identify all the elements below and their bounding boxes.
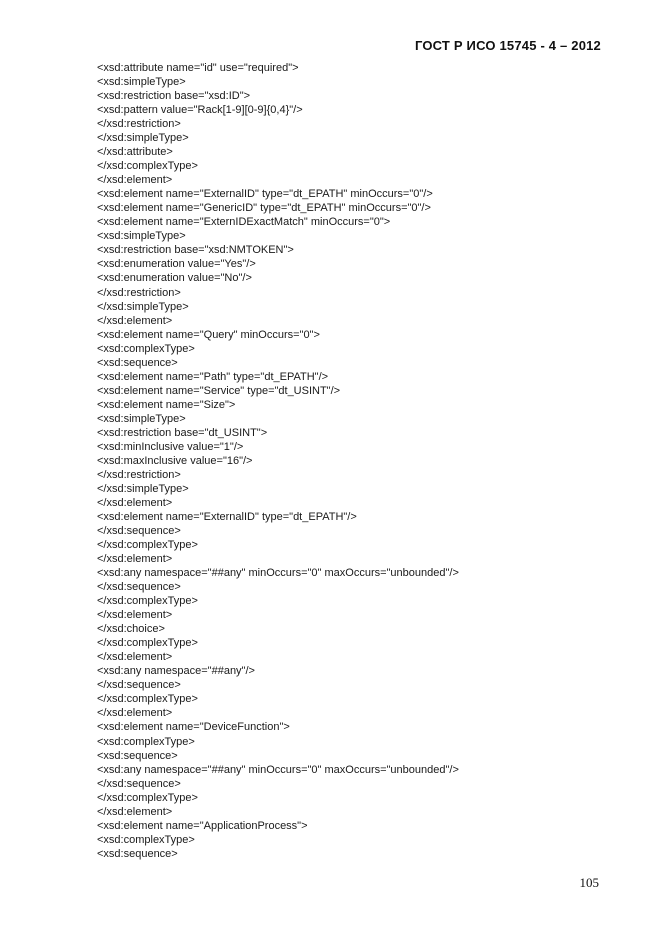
code-line: <xsd:simpleType> <box>97 230 186 243</box>
code-line: <xsd:element name="ExternalID" type="dt_EPATH" minOccurs="0"/> <box>97 188 433 201</box>
code-line: <xsd:simpleType> <box>97 76 186 89</box>
code-line: <xsd:element name="Size"> <box>97 398 236 411</box>
code-line: <xsd:sequence> <box>97 749 178 762</box>
code-line: <xsd:pattern value="Rack[1-9][0-9]{0,4}"/> <box>97 104 303 117</box>
page-number: 105 <box>579 875 599 890</box>
code-line: <xsd:element name="ExternalID" type="dt_EPATH"/> <box>97 511 357 523</box>
code-line: <xsd:element name="DeviceFunction"> <box>97 721 290 734</box>
code-line: </xsd:complexType> <box>97 693 198 706</box>
code-line: </xsd:restriction> <box>97 118 181 131</box>
code-line: </xsd:complexType> <box>97 160 198 173</box>
code-line: <xsd:sequence> <box>97 847 178 860</box>
code-line: <xsd:element name="ExternIDExactMatch" minOccurs="0"> <box>97 216 391 229</box>
code-line: </xsd:sequence> <box>97 525 181 538</box>
code-line: <xsd:restriction base="xsd:NMTOKEN"> <box>97 244 294 257</box>
code-line: <xsd:element name="Query" minOccurs="0"> <box>97 328 320 341</box>
code-line: </xsd:simpleType> <box>97 132 189 145</box>
code-line: </xsd:simpleType> <box>97 482 189 495</box>
code-line: </xsd:element> <box>97 651 173 664</box>
code-line: <xsd:complexType> <box>97 833 195 846</box>
code-line: <xsd:element name="Path" type="dt_EPATH"/> <box>97 370 329 383</box>
code-line: </xsd:complexType> <box>97 791 198 804</box>
code-line: </xsd:sequence> <box>97 581 181 594</box>
code-line: </xsd:restriction> <box>97 468 181 481</box>
code-line: <xsd:sequence> <box>97 356 178 369</box>
code-line: <xsd:any namespace="##any"/> <box>97 665 255 678</box>
code-line: <xsd:maxInclusive value="16"/> <box>97 454 253 467</box>
code-line: </xsd:sequence> <box>97 777 181 790</box>
code-line: </xsd:element> <box>97 174 173 187</box>
code-line: <xsd:restriction base="xsd:ID"> <box>97 90 251 103</box>
code-line: <xsd:element name="Service" type="dt_USINT"/> <box>97 384 341 397</box>
code-line: <xsd:element name="ApplicationProcess"> <box>97 819 308 832</box>
code-line: <xsd:enumeration value="Yes"/> <box>97 258 256 271</box>
code-line: <xsd:simpleType> <box>97 412 186 425</box>
code-line: <xsd:complexType> <box>97 342 195 355</box>
code-line: </xsd:attribute> <box>97 146 173 159</box>
code-line: <xsd:any namespace="##any" minOccurs="0" maxOccurs="unbounded"/> <box>97 763 459 776</box>
document-standard-header: ГОСТ Р ИСО 15745 - 4 – 2012 <box>414 38 601 53</box>
code-line: <xsd:restriction base="dt_USINT"> <box>97 426 268 439</box>
code-line: <xsd:enumeration value="No"/> <box>97 272 252 285</box>
code-line: </xsd:sequence> <box>97 679 181 692</box>
code-line: </xsd:restriction> <box>97 286 181 299</box>
code-line: </xsd:complexType> <box>97 637 198 650</box>
code-line: <xsd:complexType> <box>97 735 195 748</box>
code-line: <xsd:element name="GenericID" type="dt_EPATH" minOccurs="0"/> <box>97 202 431 215</box>
code-line: <xsd:any namespace="##any" minOccurs="0" maxOccurs="unbounded"/> <box>97 567 459 580</box>
code-line: </xsd:element> <box>97 805 173 818</box>
code-line: </xsd:choice> <box>97 623 165 636</box>
code-line: </xsd:element> <box>97 314 173 327</box>
code-line: <xsd:minInclusive value="1"/> <box>97 440 244 453</box>
code-line: </xsd:element> <box>97 496 173 509</box>
code-line: </xsd:simpleType> <box>97 300 189 313</box>
xsd-code-listing <box>97 61 459 861</box>
code-line: </xsd:complexType> <box>97 595 198 608</box>
code-line: </xsd:element> <box>97 707 173 720</box>
code-line: </xsd:complexType> <box>97 539 198 552</box>
code-line: </xsd:element> <box>97 553 173 566</box>
code-line: <xsd:attribute name="id" use="required"> <box>97 62 299 74</box>
code-line: </xsd:element> <box>97 609 173 622</box>
